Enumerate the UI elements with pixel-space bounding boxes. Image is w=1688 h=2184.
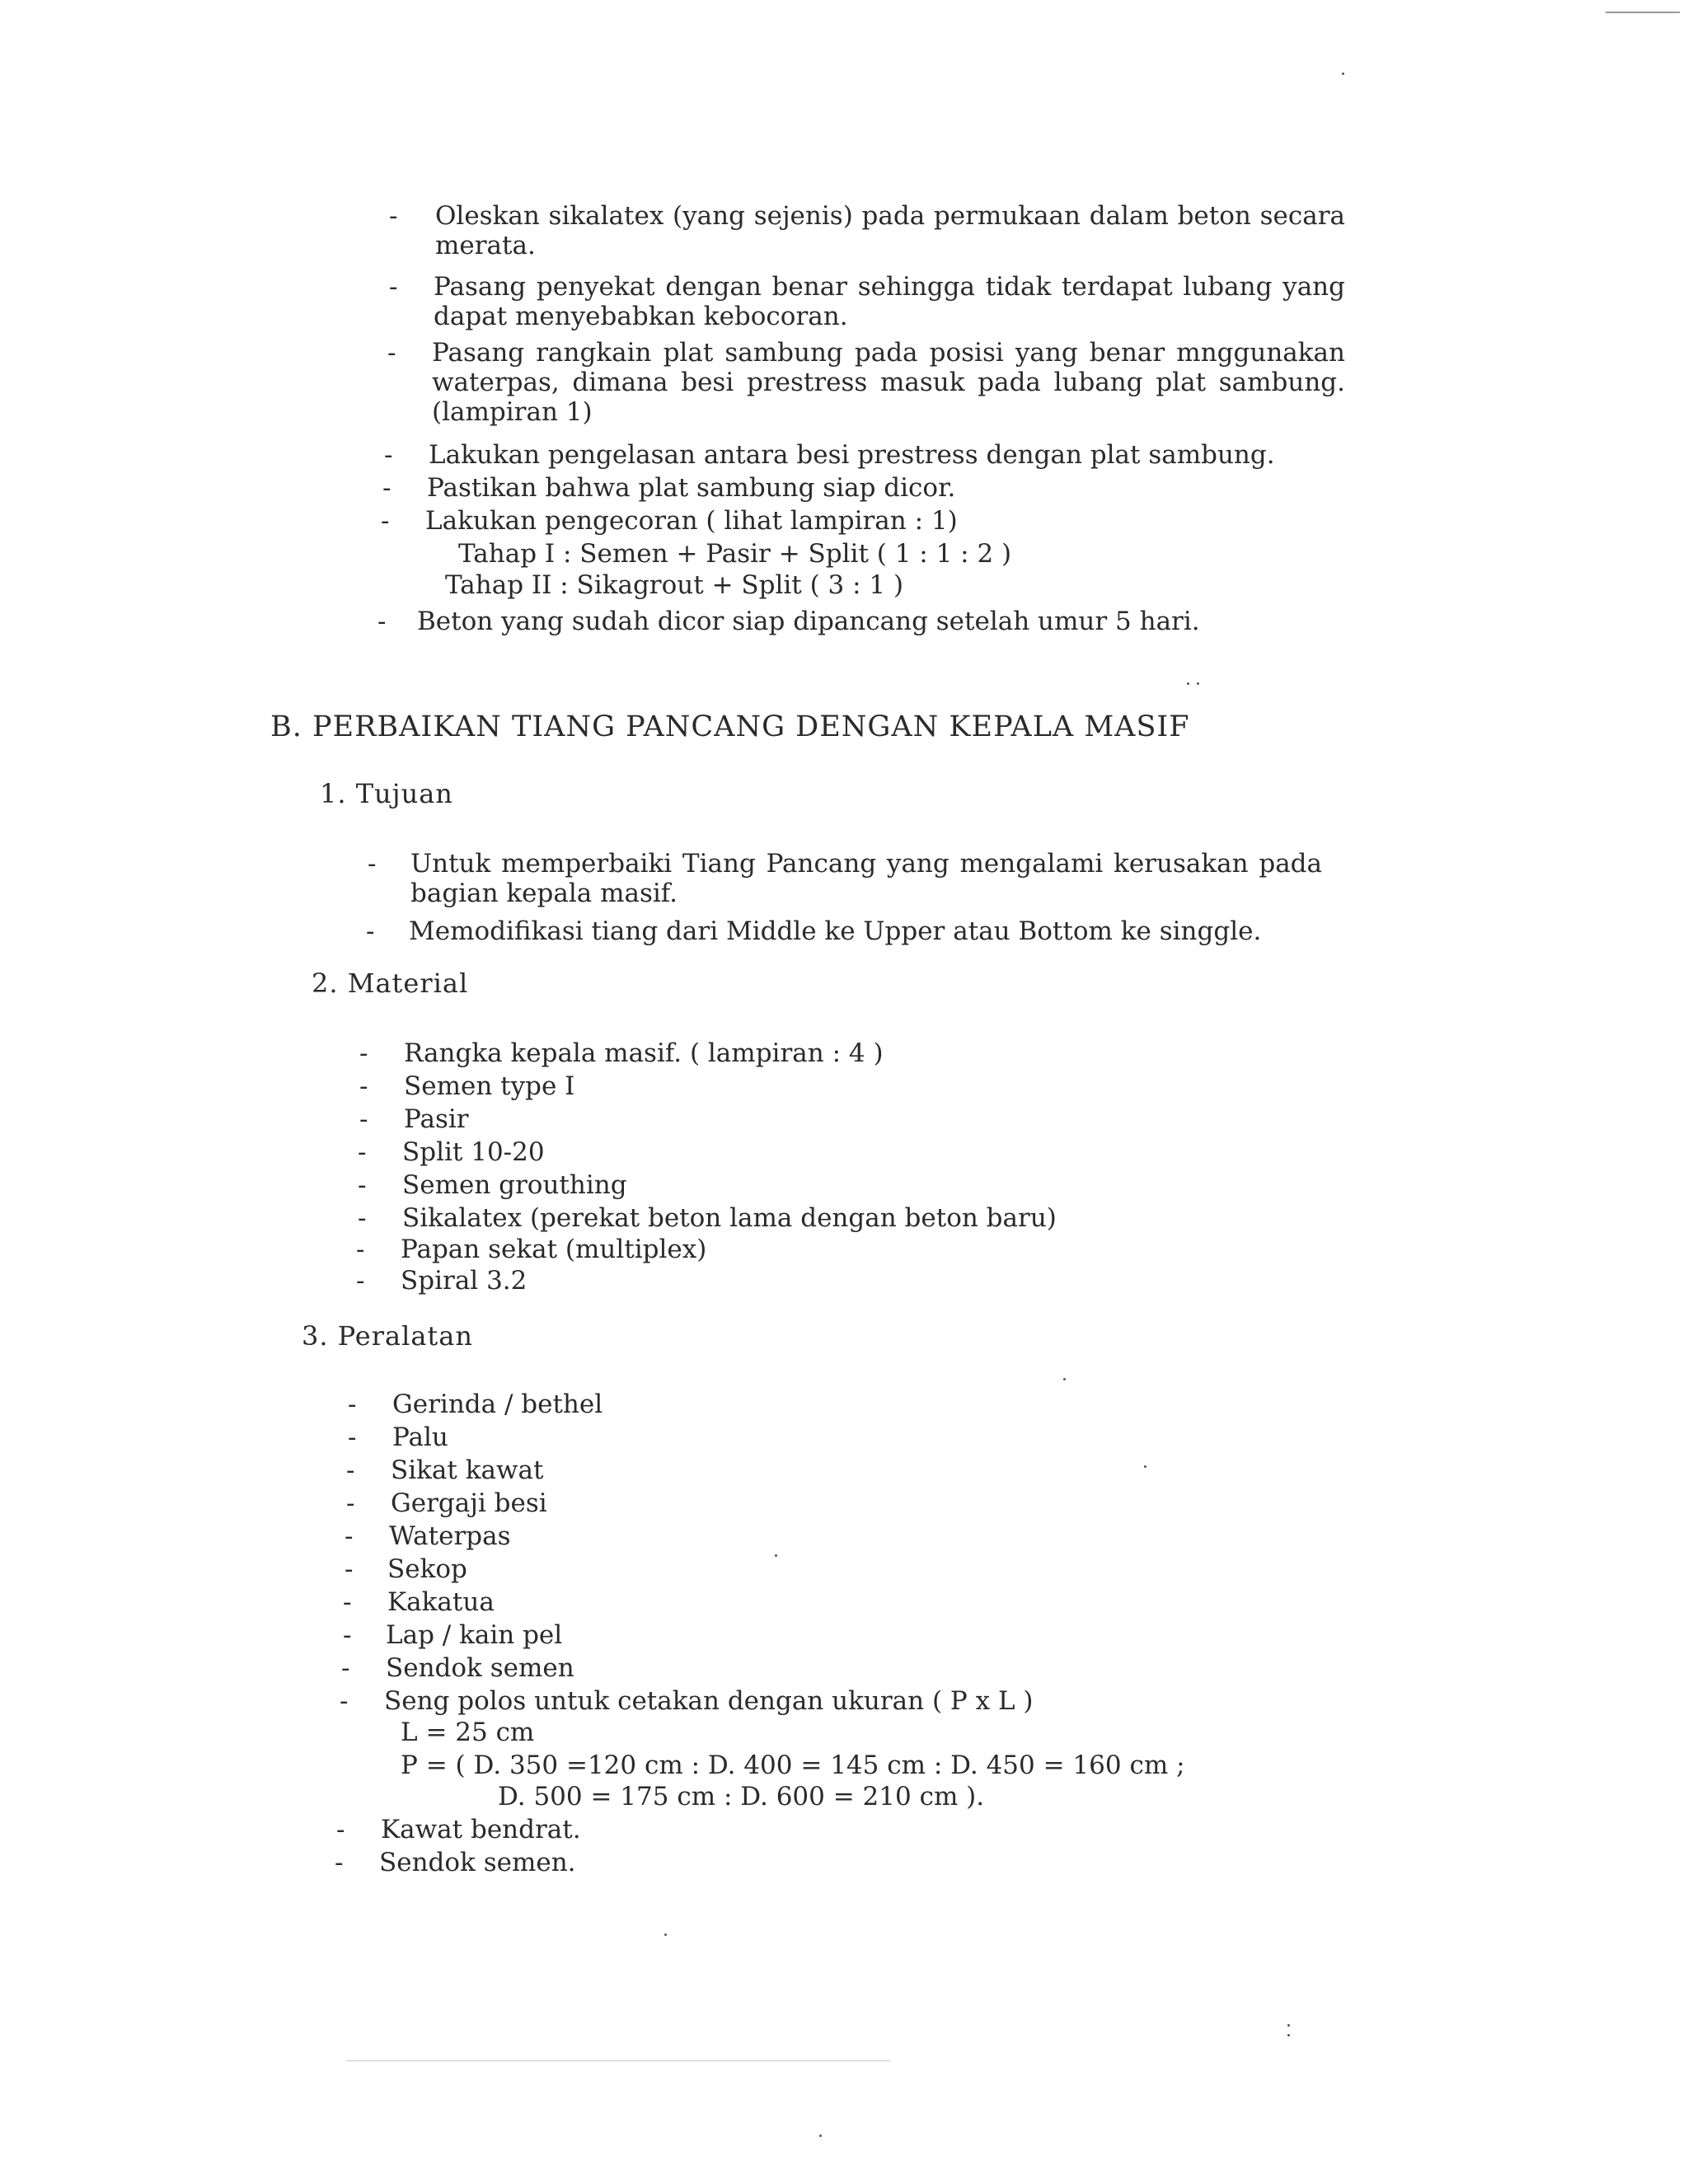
scan-speck	[1187, 682, 1189, 685]
list-item: Seng polos untuk cetakan dengan ukuran ( P x L )	[384, 1686, 1034, 1716]
list-item: Sikat kawat	[391, 1455, 544, 1485]
bullet-dash: -	[381, 506, 390, 536]
bullet-dash: -	[389, 272, 398, 302]
list-item: Gergaji besi	[391, 1488, 547, 1518]
bullet-dash: -	[348, 1422, 357, 1452]
list-item: Untuk memperbaiki Tiang Pancang yang mengalami kerusakan pada bagian kepala masif.	[410, 849, 1322, 908]
list-item: Sendok semen.	[379, 1848, 576, 1877]
list-item: Semen grouthing	[402, 1170, 627, 1200]
list-item: Sekop	[387, 1554, 467, 1584]
bullet-dash: -	[343, 1587, 352, 1617]
list-item: Pasang penyekat dengan benar sehingga tidak terdapat lubang yang dapat menyebabkan kebocoran.	[434, 272, 1345, 331]
tahap-2-line: Tahap II : Sikagrout + Split ( 3 : 1 )	[445, 570, 904, 600]
list-item: Semen type I	[404, 1071, 575, 1101]
bullet-dash: -	[384, 440, 393, 470]
list-item: Palu	[392, 1422, 448, 1452]
bullet-dash: -	[359, 1038, 368, 1068]
list-item: Lakukan pengelasan antara besi prestress dengan plat sambung.	[429, 440, 1275, 470]
list-item: Pastikan bahwa plat sambung siap dicor.	[427, 473, 956, 503]
bullet-dash: -	[358, 1203, 367, 1233]
list-item: Rangka kepala masif. ( lampiran : 4 )	[404, 1038, 884, 1068]
seng-lebar: L = 25 cm	[401, 1718, 535, 1747]
bullet-dash: -	[359, 1071, 368, 1101]
list-item: Waterpas	[389, 1521, 511, 1551]
scan-speck	[1063, 1378, 1066, 1380]
list-item: Lakukan pengecoran ( lihat lampiran : 1)	[425, 506, 958, 536]
bullet-dash: -	[359, 1104, 368, 1134]
list-item: Beton yang sudah dicor siap dipancang setelah umur 5 hari.	[417, 607, 1200, 636]
list-item: Pasang rangkain plat sambung pada posisi yang benar mnggunakan waterpas, dimana besi prestress masuk pada lubang plat sambung. (lampiran 1)	[432, 338, 1345, 427]
scan-speck	[1342, 73, 1344, 75]
list-item: Gerinda / bethel	[392, 1390, 603, 1419]
bullet-dash: -	[346, 1488, 355, 1518]
bullet-dash: -	[335, 1848, 344, 1877]
scan-dotted-line	[346, 2060, 890, 2061]
seng-panjang-1: P = ( D. 350 =120 cm : D. 400 = 145 cm : D. 450 = 160 cm ;	[401, 1750, 1185, 1780]
scan-speck	[1197, 682, 1199, 685]
section-b-title: B. PERBAIKAN TIANG PANCANG DENGAN KEPALA MASIF	[270, 710, 1190, 743]
bullet-dash: -	[345, 1521, 354, 1551]
scan-speck	[819, 2135, 822, 2137]
bullet-dash: -	[389, 201, 398, 231]
bullet-dash: -	[356, 1266, 365, 1296]
bullet-dash: -	[377, 607, 387, 636]
list-item: Sikalatex (perekat beton lama dengan beton baru)	[402, 1203, 1057, 1233]
scan-speck	[1287, 2024, 1290, 2027]
material-heading: 2. Material	[312, 968, 469, 999]
tujuan-heading: 1. Tujuan	[320, 778, 453, 809]
bullet-dash: -	[358, 1137, 367, 1167]
list-item: Oleskan sikalatex (yang sejenis) pada permukaan dalam beton secara merata.	[435, 201, 1345, 260]
bullet-dash: -	[345, 1554, 354, 1584]
scan-speck	[1144, 1465, 1146, 1468]
bullet-dash: -	[348, 1390, 357, 1419]
bullet-dash: -	[387, 338, 396, 368]
peralatan-heading: 3. Peralatan	[302, 1320, 473, 1352]
scan-speck	[1287, 2034, 1290, 2036]
bullet-dash: -	[336, 1815, 345, 1844]
bullet-dash: -	[366, 916, 375, 946]
bullet-dash: -	[340, 1686, 349, 1716]
list-item: Split 10-20	[402, 1137, 545, 1167]
list-item: Pasir	[404, 1104, 469, 1134]
bullet-dash: -	[341, 1653, 350, 1683]
bullet-dash: -	[382, 473, 392, 503]
list-item: Lap / kain pel	[386, 1620, 563, 1650]
list-item: Sendok semen	[386, 1653, 574, 1683]
bullet-dash: -	[358, 1170, 367, 1200]
list-item: Kakatua	[387, 1587, 495, 1617]
scan-speck	[775, 1554, 777, 1557]
list-item: Spiral 3.2	[401, 1266, 528, 1296]
tahap-1-line: Tahap I : Semen + Pasir + Split ( 1 : 1 : 2 )	[458, 539, 1012, 569]
scan-speck	[664, 1933, 667, 1936]
bullet-dash: -	[346, 1455, 355, 1485]
bullet-dash: -	[343, 1620, 352, 1650]
list-item: Memodifikasi tiang dari Middle ke Upper atau Bottom ke singgle.	[409, 916, 1262, 946]
seng-panjang-2: D. 500 = 175 cm : D. 600 = 210 cm ).	[498, 1782, 985, 1811]
list-item: Papan sekat (multiplex)	[401, 1235, 707, 1264]
bullet-dash: -	[356, 1235, 365, 1264]
scan-edge-line	[1606, 12, 1680, 13]
list-item: Kawat bendrat.	[381, 1815, 581, 1844]
bullet-dash: -	[368, 849, 377, 879]
